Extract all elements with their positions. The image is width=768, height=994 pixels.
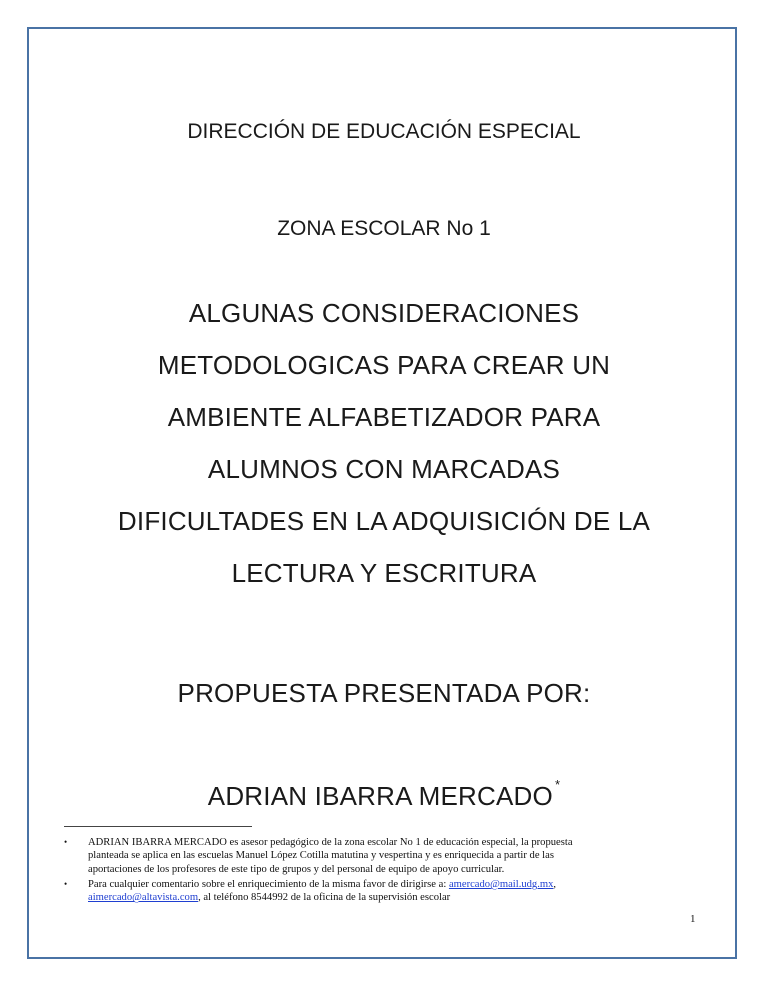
footnote-text: , — [553, 879, 557, 890]
title-line: DIFICULTADES EN LA ADQUISICIÓN DE LA — [117, 506, 651, 536]
page-border — [27, 27, 737, 959]
author-name-text: ADRIAN IBARRA MERCADO — [207, 781, 553, 811]
footnote-line: aportaciones de los profesores de este tipo de grupos y del personal de equipo de apoyo curricular. — [88, 863, 505, 875]
title-line: LECTURA Y ESCRITURA — [231, 558, 537, 588]
title-line: ALGUNAS CONSIDERACIONES — [188, 298, 580, 328]
footnote-text: , al teléfono 8544992 de la oficina de la supervisión escolar — [198, 892, 451, 904]
email-link[interactable]: aimercado@altavista.com — [88, 892, 199, 904]
footnote-line: ADRIAN IBARRA MERCADO es asesor pedagógico de la zona escolar No 1 de educación especial, la propuesta — [88, 837, 573, 848]
footnote-mark: * — [554, 777, 561, 793]
footnote-line: planteada se aplica en las escuelas Manuel López Cotilla matutina y vespertina y es enriquecida a partir de las — [88, 850, 554, 862]
bullet-icon: • — [64, 837, 68, 847]
title-line: AMBIENTE ALFABETIZADOR PARA — [167, 402, 601, 432]
title-line: METODOLOGICAS PARA CREAR UN — [157, 350, 611, 380]
presented-by-label: PROPUESTA PRESENTADA POR: — [177, 678, 591, 708]
footnote-divider — [64, 826, 252, 827]
footnote-1 — [64, 836, 710, 876]
header-department: DIRECCIÓN DE EDUCACIÓN ESPECIAL — [187, 120, 581, 143]
header-zone: ZONA ESCOLAR No 1 — [277, 217, 491, 240]
footnote-text: Para cualquier comentario sobre el enriquecimiento de la misma favor de dirigirse a: — [88, 879, 449, 890]
author-name — [60, 777, 708, 812]
bullet-icon: • — [64, 879, 68, 889]
footnote-2 — [64, 878, 710, 905]
email-link[interactable]: amercado@mail.udg.mx — [448, 879, 554, 890]
page-number: 1 — [690, 913, 696, 925]
title-line: ALUMNOS CON MARCADAS — [207, 454, 561, 484]
